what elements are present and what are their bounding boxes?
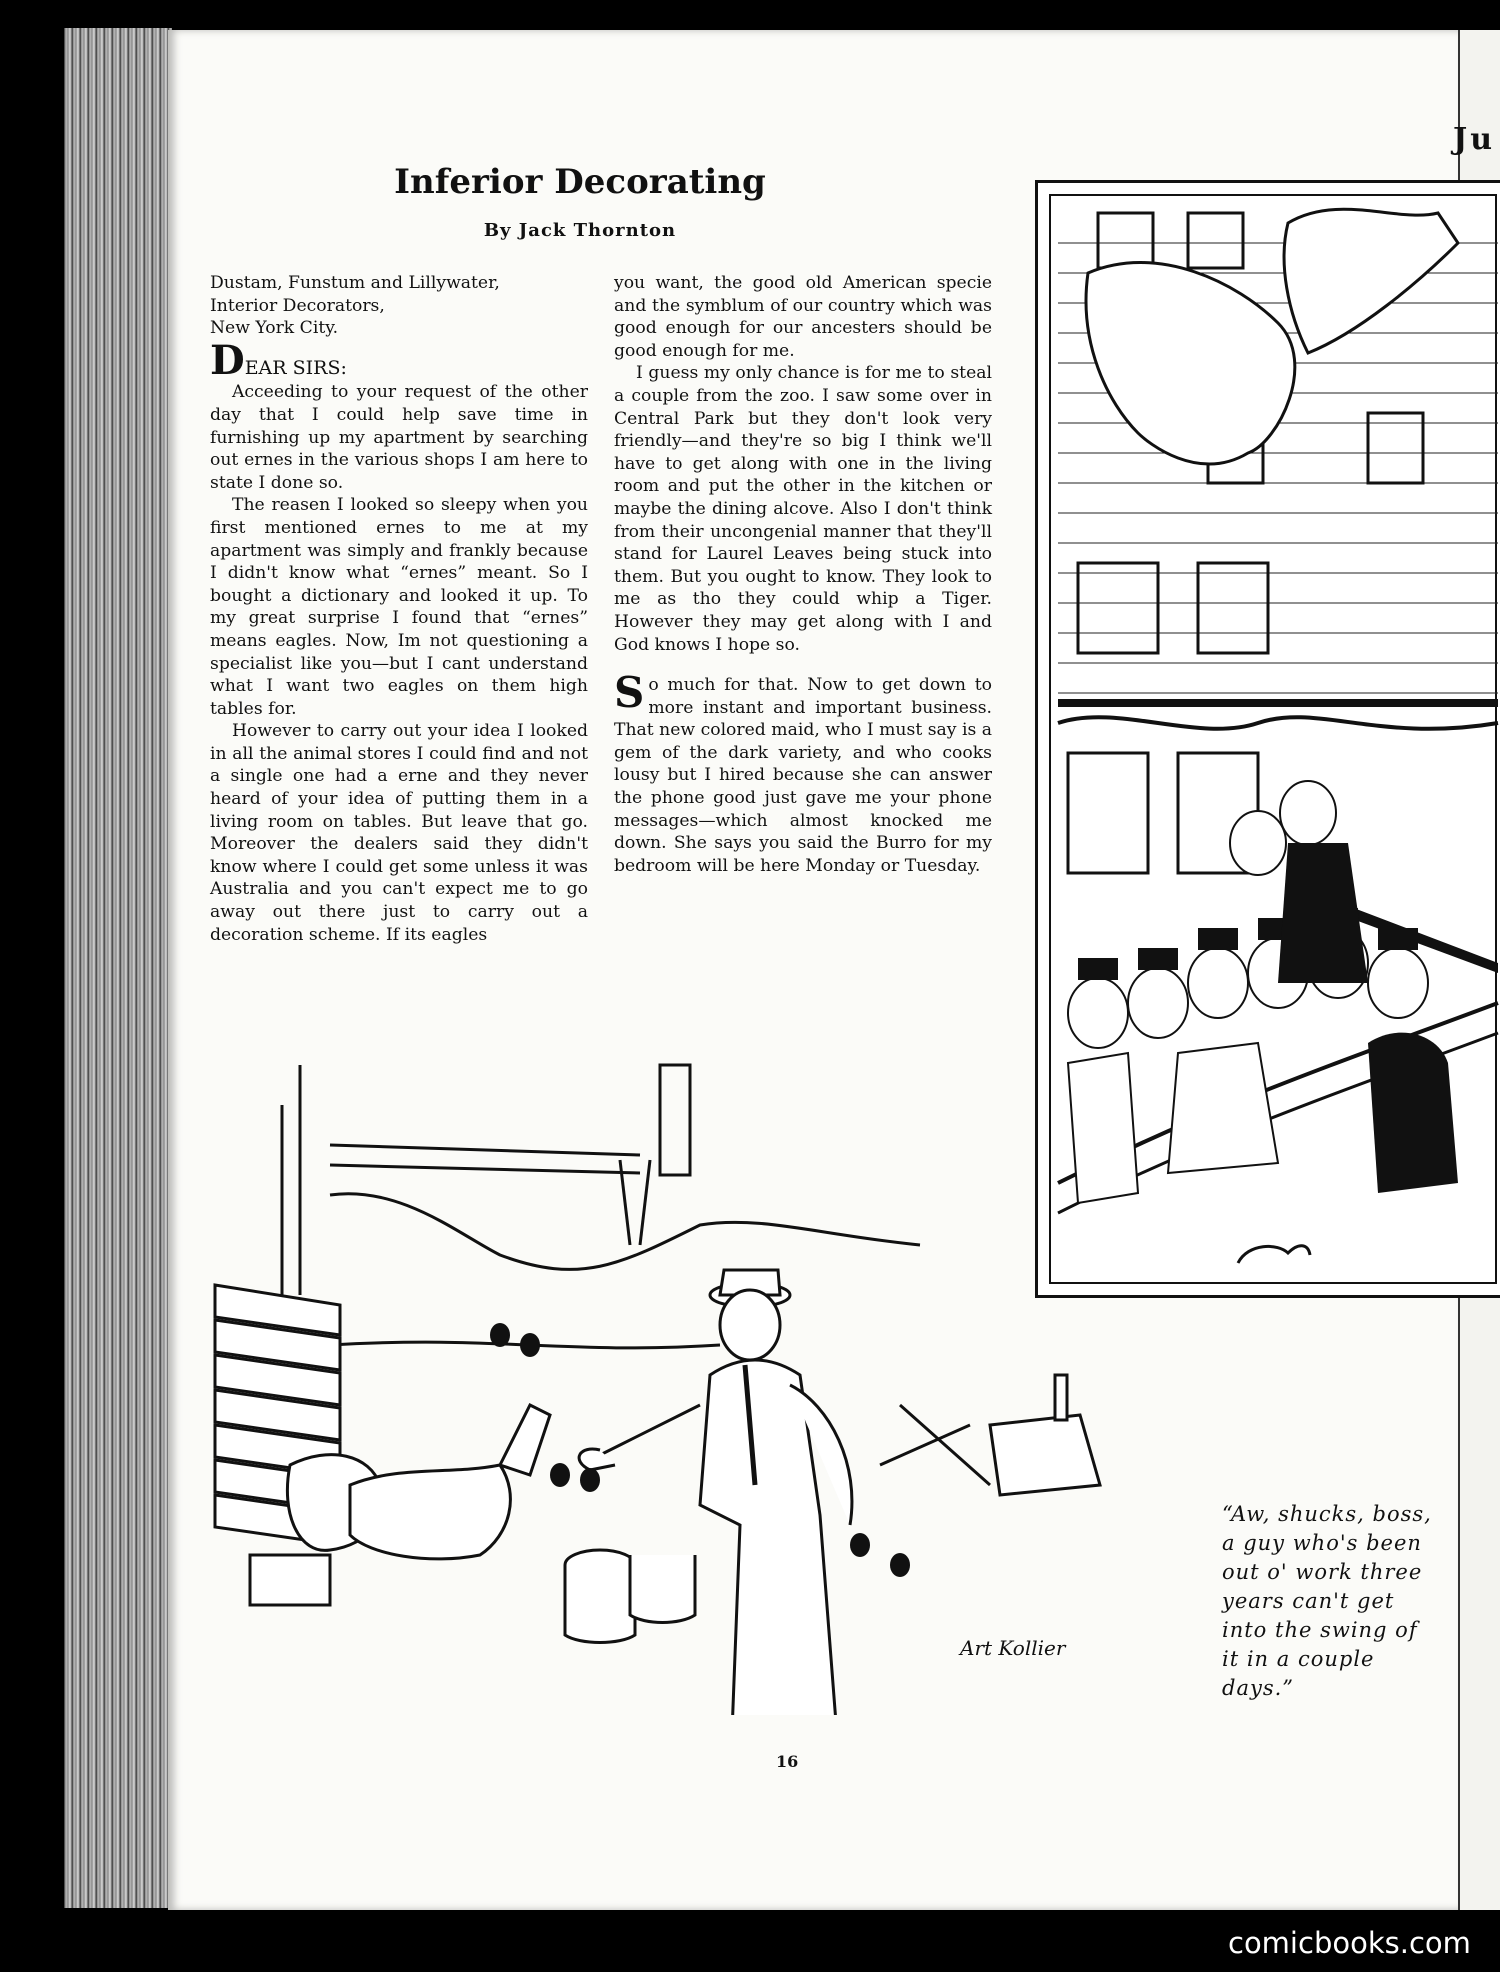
page-number: 16 (776, 1752, 799, 1771)
article-column-right (614, 272, 992, 877)
salutation (210, 336, 588, 384)
article-byline: By Jack Thornton (483, 220, 677, 241)
facing-page-header-fragment: Ju (1453, 122, 1496, 157)
drop-cap: S (614, 668, 645, 718)
paragraph: However to carry out your idea I looked in all the animal stores I could find and not a single one had a erne and they never heard of your idea of putting them in a living room on tables. But leave that go. Moreover the dealers said they didn't know where I could get some unless it was Australia and you can't expect me to go away out there just to carry out a decoration scheme. If its eagles (210, 721, 588, 945)
paragraph: I guess my only chance is for me to steal a couple from the zoo. I saw some over in Central Park but they don't look very friendly—and they're so big I think we'll have to get along with one in the living room and put the other in the kitchen or maybe the dining alcove. Also I don't think from their uncongenial manner that they'll stand for Laurel Leaves being stuck into them. But you ought to know. They look to me as tho they could whip a Tiger. However they may get along with I and God knows I hope so. (614, 363, 992, 655)
paragraph: you want, the good old American specie and the symblum of our country which was good enough for our ancesters should be good enough for me. (614, 273, 992, 361)
address-line: Interior Decorators, (210, 295, 385, 316)
construction-site-drawing (200, 1045, 1160, 1715)
address-line: New York City. (210, 318, 339, 339)
address-block (210, 272, 588, 340)
paragraph: The reasen I looked so sleepy when you first mentioned ernes to me at my apartment was simply and frankly because I didn't know what “ernes” meant. So I bought a dictionary and looked it up. To my great surprise I found that “ernes” means eagles. Now, Im not questioning a specialist like you—but I cant understand what I want two eagles on them high tables for. (210, 495, 588, 719)
address-line: Dustam, Funstum and Lillywater, (210, 273, 500, 293)
site-watermark: comicbooks.com (1228, 1926, 1471, 1960)
book-page-edges (64, 28, 172, 1908)
cartoon-caption: “Aw, shucks, boss, a guy who's been out o' work three years can't get into the swing of it in a couple days.” (1222, 1502, 1432, 1700)
salutation-text: EAR SIRS: (244, 356, 347, 379)
paragraph: Acceeding to your request of the other day that I could help save time in furnishing up my apartment by searching out ernes in the various shops I am here to state I done so. (210, 382, 588, 493)
construction-site-cartoon (200, 1045, 1160, 1715)
salutation-initial: D (210, 336, 245, 384)
article-title: Inferior Decorating (394, 162, 766, 202)
article-column-left (210, 272, 588, 946)
section-paragraph (614, 668, 992, 877)
section-text: o much for that. Now to get down to more instant and important business. That new colored maid, who I must say is a gem of the dark variety, and who cooks lousy but I hired because she can answer the phone good just gave me your phone messages—which almost knocked me down. She says you said the Burro for my bedroom will be here Monday or Tuesday. (614, 675, 992, 876)
cartoon-signature: Art Kollier (960, 1636, 1066, 1660)
